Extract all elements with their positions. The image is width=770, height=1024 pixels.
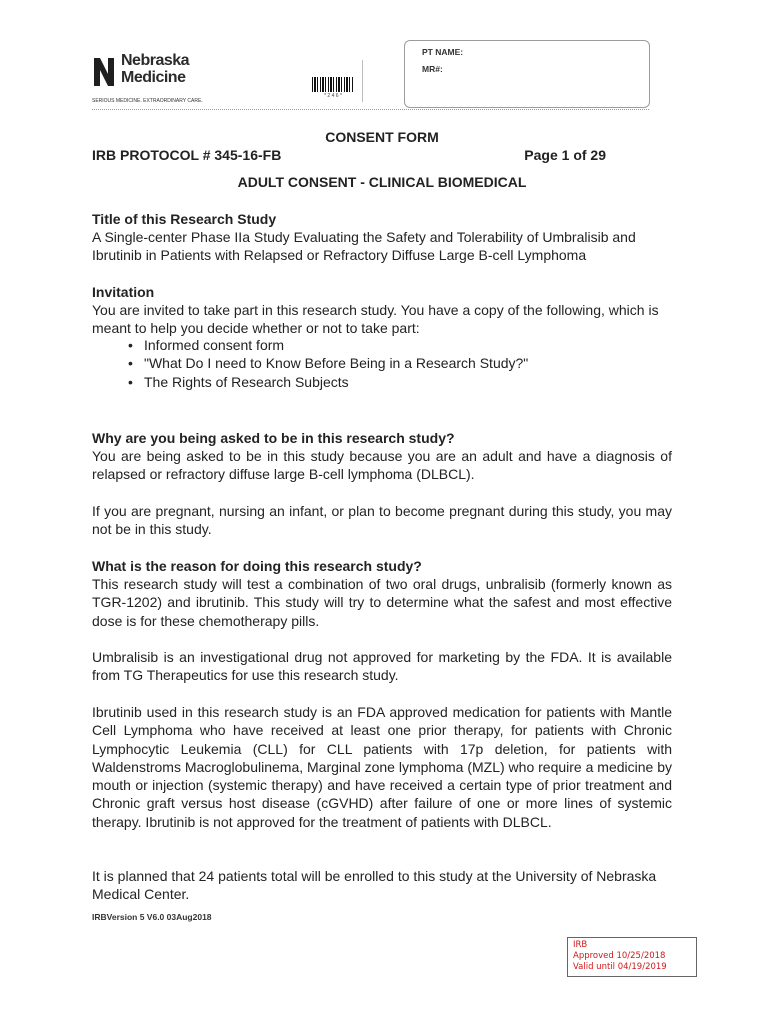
- stamp-irb: IRB: [573, 940, 588, 950]
- study-title-text: A Single-center Phase IIa Study Evaluating the Safety and Tolerability of Umbralisib and Ibrutinib in Patients with Relapsed or Refractory Diffuse Large B-cell Lymphoma: [92, 229, 636, 264]
- stamp-approved-date: Approved 10/25/2018: [573, 951, 666, 961]
- study-title-heading: Title of this Research Study: [92, 211, 277, 227]
- logo-tagline: SERIOUS MEDICINE. EXTRAORDINARY CARE.: [92, 98, 203, 104]
- nebraska-logo-icon: [92, 56, 116, 88]
- stamp-valid-until: Valid until 04/19/2019: [573, 962, 667, 972]
- patient-info-box: [404, 40, 650, 108]
- reason-text: This research study will test a combination of two oral drugs, unbralisib (formerly known as TGR-1202) and ibrutinib. This study will try to determine what the safest and most effective dose is for these chemotherapy pills.: [92, 576, 672, 629]
- umbralisib-text: Umbralisib is an investigational drug not approved for marketing by the FDA. It is available from TG Therapeutics for use this research study.: [92, 649, 672, 684]
- invitation-document-list: [124, 336, 528, 391]
- nebraska-medicine-logo: [92, 52, 202, 104]
- header-separator: [92, 109, 649, 110]
- header-divider: [362, 60, 363, 102]
- invitation-heading: Invitation: [92, 284, 155, 300]
- invitation-text: You are invited to take part in this research study. You have a copy of the following, which is meant to help you decide whether or not to take part:: [92, 302, 659, 337]
- pregnancy-text: If you are pregnant, nursing an infant, or plan to become pregnant during this study, you may not be in this study.: [92, 503, 672, 538]
- form-subtitle: ADULT CONSENT - CLINICAL BIOMEDICAL: [237, 174, 527, 190]
- list-item: • The Rights of Research Subjects: [124, 373, 528, 391]
- pt-name-label: PT NAME:: [422, 47, 464, 57]
- list-item: • "What Do I need to Know Before Being in a Research Study?": [124, 354, 528, 372]
- why-text: You are being asked to be in this study because you are an adult and have a diagnosis of relapsed or refractory diffuse large B-cell lymphoma (DLBCL).: [92, 448, 672, 483]
- irb-approval-stamp: [567, 937, 697, 977]
- barcode: [312, 77, 354, 92]
- irb-protocol-number: IRB PROTOCOL # 345-16-FB: [92, 147, 282, 163]
- page-number: Page 1 of 29: [524, 147, 606, 163]
- irb-version: IRBVersion 5 V6.0 03Aug2018: [92, 912, 212, 922]
- form-title: CONSENT FORM: [325, 129, 439, 145]
- reason-heading: What is the reason for doing this research study?: [92, 558, 422, 574]
- barcode-text: * 2 4 6 *: [324, 93, 342, 99]
- mr-number-label: MR#:: [422, 64, 443, 74]
- ibrutinib-text: Ibrutinib used in this research study is an FDA approved medication for patients with Mantle Cell Lymphoma who have received at least one prior therapy, for patients with Chronic Lymphocytic Leukemia (CLL) for CLL patients with 17p deletion, for patients with Waldenstroms Macroglobulinema, Marginal zone lymphoma (MZL) who require a medicine by mouth or injection (systemic therapy) and have received a certain type of prior treatment and Chronic graft versus host disease (cGVHD) after failure of one or more lines of systemic therapy. Ibrutinib is not approved for the treatment of patients with DLBCL.: [92, 704, 672, 830]
- why-heading: Why are you being asked to be in this research study?: [92, 430, 455, 446]
- enrollment-text: It is planned that 24 patients total will be enrolled to this study at the University of Nebraska Medical Center.: [92, 868, 657, 903]
- list-item: • Informed consent form: [124, 336, 528, 354]
- logo-wordmark: Nebraska Medicine: [121, 52, 190, 86]
